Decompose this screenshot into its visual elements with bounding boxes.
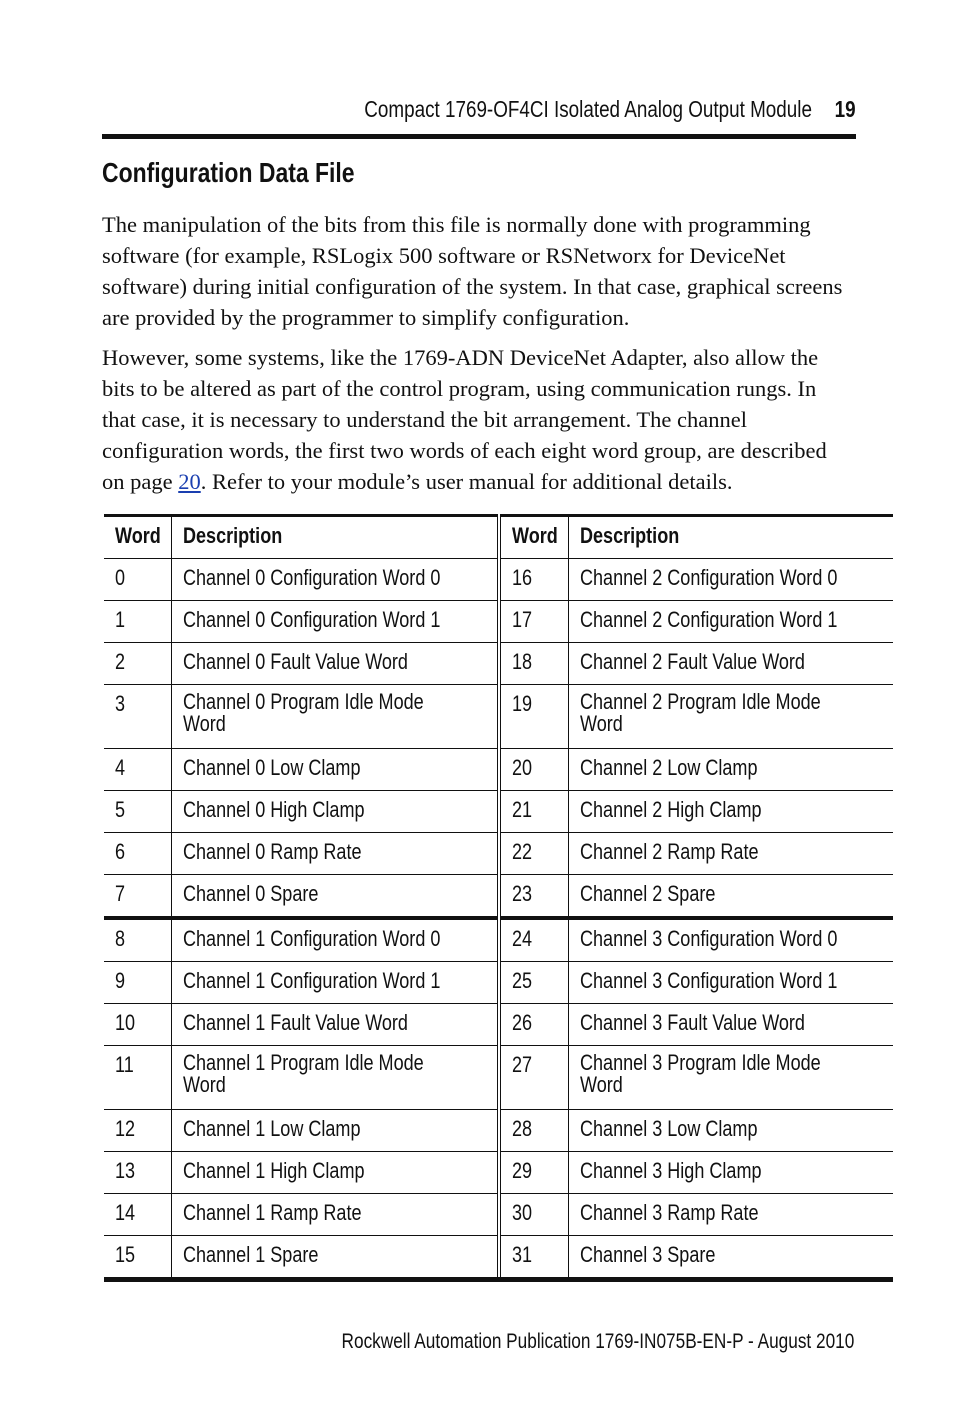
- description-cell-left: [171, 1046, 498, 1110]
- cell-text: Channel 3 Ramp Rate: [579, 1200, 759, 1225]
- word-cell-right: [499, 1194, 568, 1236]
- page-footer: Rockwell Automation Publication 1769-IN075B-EN-P - August 2010: [341, 1330, 854, 1353]
- description-cell-left: [171, 918, 498, 962]
- word-cell-left: [104, 1110, 171, 1152]
- word-cell-left: [104, 1046, 171, 1110]
- cell-text: Channel 1 Low Clamp: [182, 1116, 361, 1141]
- cell-text: 26: [511, 1010, 532, 1035]
- cell-text: Channel 2 Fault Value Word: [579, 649, 805, 674]
- description-cell-left: [171, 1236, 498, 1280]
- cell-text: 24: [511, 926, 532, 951]
- cell-text: Channel 3 High Clamp: [579, 1158, 762, 1183]
- cell-text: 17: [511, 607, 532, 632]
- cell-text-line1: Channel 1 Program Idle Mode: [182, 1050, 424, 1075]
- word-cell-right: [499, 643, 568, 685]
- cell-text: Channel 3 Fault Value Word: [579, 1010, 805, 1035]
- cell-text: 8: [115, 926, 126, 951]
- cell-text: Channel 0 Configuration Word 1: [182, 607, 441, 632]
- cell-text: 7: [115, 881, 126, 906]
- description-cell-left: [171, 791, 498, 833]
- description-cell-right: [568, 1152, 893, 1194]
- cell-text: 13: [115, 1158, 136, 1183]
- table-row: [104, 1194, 893, 1236]
- cell-text-line1: Channel 0 Program Idle Mode: [182, 689, 424, 714]
- word-cell-right: [499, 1152, 568, 1194]
- table-row: [104, 1004, 893, 1046]
- word-cell-left: [104, 962, 171, 1004]
- table-header-row: [104, 516, 893, 559]
- page-number: 19: [835, 96, 856, 122]
- cell-text: 18: [511, 649, 532, 674]
- description-cell-right: [568, 601, 893, 643]
- description-cell-right: [568, 1110, 893, 1152]
- word-cell-right: [499, 1004, 568, 1046]
- cell-text: Channel 2 Configuration Word 1: [579, 607, 837, 632]
- cell-text: 6: [115, 839, 126, 864]
- table-row: [104, 833, 893, 875]
- header-word-right: Word: [499, 516, 568, 559]
- word-cell-left: [104, 791, 171, 833]
- word-cell-left: [104, 875, 171, 919]
- table-row: [104, 749, 893, 791]
- description-cell-right: [568, 1236, 893, 1280]
- cell-text-line1: Channel 2 Program Idle Mode: [579, 689, 821, 714]
- cell-text: Channel 3 Configuration Word 1: [579, 968, 837, 993]
- table-row: [104, 685, 893, 749]
- cell-text: 5: [115, 797, 126, 822]
- description-cell-right: [568, 962, 893, 1004]
- cell-text: 11: [115, 1052, 134, 1077]
- description-cell-left: [171, 962, 498, 1004]
- cell-text: 30: [511, 1200, 532, 1225]
- cell-text: 15: [115, 1242, 136, 1267]
- paragraph-intro: The manipulation of the bits from this file is normally done with programming software (for example, RSLogix 500 software or RSNetworx for DeviceNet software) during initial configuration of the system. In that case, graphical screens are provided by the programmer to simplify configuration.: [102, 212, 843, 330]
- description-cell-right: [568, 749, 893, 791]
- table-row: [104, 1046, 893, 1110]
- cell-text: Channel 0 Configuration Word 0: [182, 565, 441, 590]
- cell-text: 22: [511, 839, 532, 864]
- cell-text-line2: Word: [579, 711, 623, 736]
- header-description-left: Description: [171, 516, 498, 559]
- description-cell-right: [568, 559, 893, 601]
- cell-text: 14: [115, 1200, 136, 1225]
- word-cell-right: [499, 601, 568, 643]
- table-row: [104, 962, 893, 1004]
- description-cell-right: [568, 833, 893, 875]
- cell-text: 21: [511, 797, 532, 822]
- cell-text: Channel 3 Low Clamp: [579, 1116, 758, 1141]
- header-word-left: Word: [104, 516, 171, 559]
- word-cell-left: [104, 559, 171, 601]
- description-cell-right: [568, 875, 893, 919]
- cell-text: 10: [115, 1010, 136, 1035]
- cell-text: 19: [511, 691, 532, 716]
- description-cell-left: [171, 1194, 498, 1236]
- word-cell-left: [104, 833, 171, 875]
- cell-text: Channel 2 Configuration Word 0: [579, 565, 837, 590]
- cell-text-line2: Word: [182, 1072, 226, 1097]
- word-cell-left: [104, 749, 171, 791]
- cell-text: 2: [115, 649, 126, 674]
- word-cell-right: [499, 559, 568, 601]
- description-cell-left: [171, 749, 498, 791]
- table-body: [104, 559, 893, 1280]
- cell-text: 23: [511, 881, 532, 906]
- cell-text: 3: [115, 691, 126, 716]
- description-cell-right: [568, 1004, 893, 1046]
- description-cell-right: [568, 1194, 893, 1236]
- cell-text: Channel 3 Configuration Word 0: [579, 926, 837, 951]
- table-row: [104, 791, 893, 833]
- word-cell-right: [499, 1236, 568, 1280]
- section-heading: Configuration Data File: [102, 157, 355, 188]
- cell-text: Channel 0 Fault Value Word: [182, 649, 408, 674]
- description-cell-left: [171, 1004, 498, 1046]
- description-cell-left: [171, 559, 498, 601]
- cell-text: 28: [511, 1116, 532, 1141]
- description-cell-left: [171, 601, 498, 643]
- cell-text: Channel 1 Configuration Word 0: [182, 926, 441, 951]
- description-cell-left: [171, 685, 498, 749]
- table-row: [104, 601, 893, 643]
- cell-text: 25: [511, 968, 532, 993]
- paragraph-details-tail: . Refer to your module’s user manual for additional details.: [200, 469, 733, 494]
- paragraph-details: [102, 342, 854, 497]
- cell-text: Channel 1 Ramp Rate: [182, 1200, 362, 1225]
- cell-text: Channel 2 Low Clamp: [579, 755, 758, 780]
- cell-text: 1: [115, 607, 126, 632]
- header-title: Compact 1769-OF4CI Isolated Analog Output Module: [364, 96, 812, 122]
- cell-text: 16: [511, 565, 532, 590]
- word-cell-right: [499, 749, 568, 791]
- cell-text: 20: [511, 755, 532, 780]
- word-cell-right: [499, 1110, 568, 1152]
- page-link[interactable]: 20: [178, 469, 201, 494]
- word-cell-right: [499, 791, 568, 833]
- word-cell-right: [499, 875, 568, 919]
- word-cell-left: [104, 643, 171, 685]
- word-cell-left: [104, 685, 171, 749]
- table-row: [104, 1236, 893, 1280]
- cell-text: Channel 2 High Clamp: [579, 797, 762, 822]
- table-row: [104, 875, 893, 919]
- table-row: [104, 559, 893, 601]
- word-cell-left: [104, 1004, 171, 1046]
- cell-text: 0: [115, 565, 126, 590]
- cell-text-line1: Channel 3 Program Idle Mode: [579, 1050, 821, 1075]
- cell-text: Channel 2 Spare: [579, 881, 715, 906]
- table-row: [104, 918, 893, 962]
- description-cell-left: [171, 1110, 498, 1152]
- cell-text: 9: [115, 968, 126, 993]
- description-cell-right: [568, 918, 893, 962]
- table-row: [104, 643, 893, 685]
- cell-text: Channel 3 Spare: [579, 1242, 715, 1267]
- cell-text: 29: [511, 1158, 532, 1183]
- cell-text-line2: Word: [579, 1072, 623, 1097]
- description-cell-right: [568, 1046, 893, 1110]
- description-cell-right: [568, 791, 893, 833]
- paragraph-details-text: However, some systems, like the 1769-ADN DeviceNet Adapter, also allow the bits to be altered as part of the control program, using communication rungs. In that case, it is necessary to understand the bit arrangement. The channel configuration words, the first two words of each eight word group, are described on page: [102, 345, 827, 494]
- description-cell-left: [171, 1152, 498, 1194]
- description-cell-left: [171, 833, 498, 875]
- description-cell-right: [568, 685, 893, 749]
- description-cell-left: [171, 643, 498, 685]
- word-cell-left: [104, 1152, 171, 1194]
- cell-text: Channel 1 Fault Value Word: [182, 1010, 408, 1035]
- header-rule: [102, 134, 856, 139]
- cell-text: Channel 2 Ramp Rate: [579, 839, 759, 864]
- cell-text: Channel 0 Low Clamp: [182, 755, 361, 780]
- table-row: [104, 1110, 893, 1152]
- word-cell-right: [499, 1046, 568, 1110]
- cell-text: Channel 0 High Clamp: [182, 797, 365, 822]
- word-cell-right: [499, 918, 568, 962]
- running-header: [0, 92, 856, 126]
- word-cell-left: [104, 601, 171, 643]
- configuration-words-table: [104, 514, 893, 1282]
- table-row: [104, 1152, 893, 1194]
- word-cell-right: [499, 962, 568, 1004]
- word-cell-right: [499, 833, 568, 875]
- cell-text: Channel 1 Spare: [182, 1242, 319, 1267]
- description-cell-left: [171, 875, 498, 919]
- cell-text: Channel 0 Spare: [182, 881, 319, 906]
- cell-text: Channel 0 Ramp Rate: [182, 839, 362, 864]
- word-cell-left: [104, 1236, 171, 1280]
- description-cell-right: [568, 643, 893, 685]
- cell-text: 31: [511, 1242, 532, 1267]
- cell-text-line2: Word: [182, 711, 226, 736]
- cell-text: Channel 1 Configuration Word 1: [182, 968, 441, 993]
- cell-text: 12: [115, 1116, 136, 1141]
- header-description-right: Description: [579, 523, 679, 548]
- cell-text: 4: [115, 755, 126, 780]
- word-cell-left: [104, 918, 171, 962]
- word-cell-left: [104, 1194, 171, 1236]
- cell-text: Channel 1 High Clamp: [182, 1158, 365, 1183]
- word-cell-right: [499, 685, 568, 749]
- cell-text: 27: [511, 1052, 532, 1077]
